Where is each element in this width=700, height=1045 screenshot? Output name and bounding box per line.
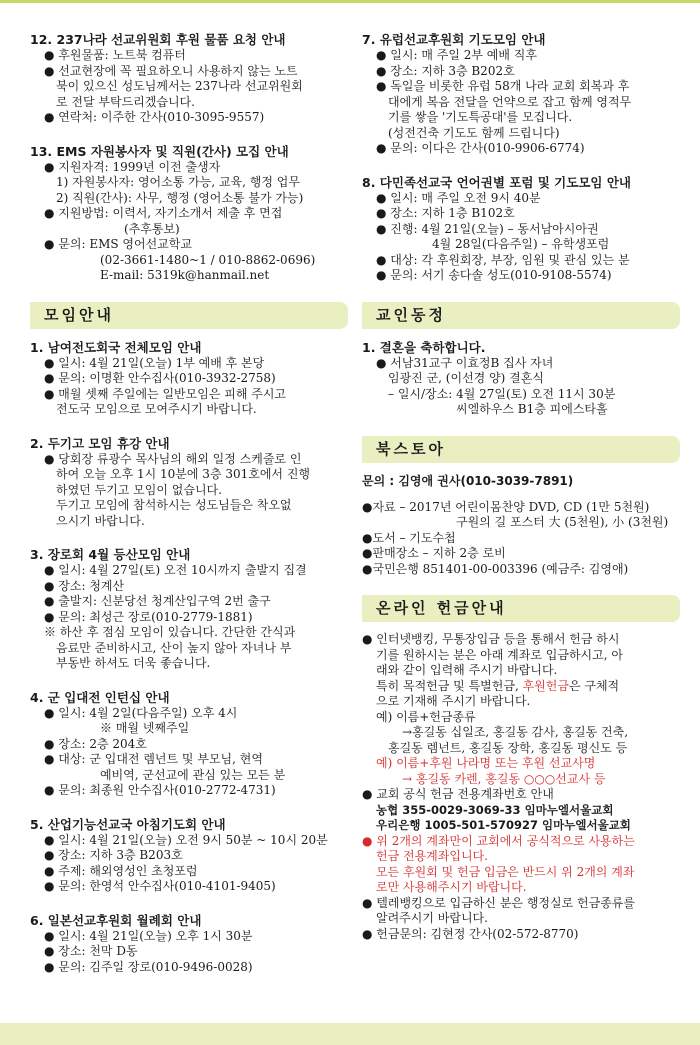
notice-line: ● 위 2개의 계좌만이 교회에서 공식적으로 사용하는 (362, 833, 635, 848)
notice-line: ● 후원물품: 노트북 컴퓨터 (44, 48, 186, 62)
notice-line: ● 텔레뱅킹으로 입금하신 분은 행정실로 헌금종류를 (362, 895, 635, 910)
notice-line: 기를 쌓을 '기도특공대'를 모집니다. (388, 110, 573, 124)
notice-line: 2) 직원(간사): 사무, 행정 (영어소통 불가 가능) (56, 190, 304, 205)
notice (30, 816, 348, 895)
notice-line: 전도국 모임으로 모여주시기 바랍니다. (56, 402, 257, 416)
notice-line: ● 문의: EMS 영어선교학교 (44, 237, 192, 251)
line-text: 은 구체적 (568, 678, 620, 693)
notice-line: 알려주시기 바랍니다. (376, 911, 488, 925)
notice-line: (추후통보) (124, 221, 180, 236)
notice-title: 8. 다민족선교국 언어권별 포럼 및 기도모임 안내 (362, 174, 631, 190)
bookstore-header: 북스토아 (362, 436, 680, 463)
gyoin-lines (362, 356, 680, 418)
notice-line: ● 일시: 매 주일 2부 예배 직후 (376, 48, 537, 62)
notice (362, 31, 680, 157)
notice (30, 435, 348, 530)
notice-line: ● 문의: 서기 송다솔 성도(010-9108-5574) (376, 268, 612, 282)
notice-line: ● 장소: 지하 1층 B102호 (376, 206, 515, 220)
right-top-notices (362, 31, 680, 284)
notice-line: ●자료 – 2017년 어린이몸찬양 DVD, CD (1만 5천원) (362, 499, 650, 514)
notice-line: 하여 오늘 오후 1시 10분에 3층 301호에서 진행 (56, 467, 311, 481)
notice-line: 씨엘하우스 B1층 피에스타홀 (456, 402, 608, 416)
left-column (30, 31, 348, 992)
notice (30, 31, 348, 126)
notice (362, 174, 680, 284)
notice-line: ● 문의: 이다은 간사(010-9906-6774) (376, 141, 585, 155)
notice-line: ● 장소: 청계산 (44, 578, 125, 593)
notice-title: 12. 237나라 선교위원회 후원 물품 요청 안내 (30, 32, 286, 47)
notice-line: ● 일시: 4월 21일(오늘) 1부 예배 후 본당 (44, 355, 265, 370)
notice-title: 3. 장로회 4월 등산모임 안내 (30, 547, 191, 562)
notice-line: ● 문의: 이명환 안수집사(010-3932-2758) (44, 371, 276, 385)
notice-line: 래와 같이 입력해 주시기 바랍니다. (376, 663, 558, 677)
notice-line: 4월 28일(다음주일) – 유학생포럼 (432, 237, 610, 251)
notice-line: ● 문의: 최종원 안수집사(010-2772-4731) (44, 783, 276, 797)
notice-line: ※ 매월 넷째주일 (100, 721, 190, 735)
notice-line: 으로 기재해 주시기 바랍니다. (376, 694, 531, 708)
notice-title: 1. 남여전도회국 전체모임 안내 (30, 339, 202, 355)
notice-line: ● 대상: 각 후원회장, 부장, 임원 및 관심 있는 분 (376, 252, 630, 267)
notice-line: ● 문의: 한영석 안수집사(010-4101-9405) (44, 879, 276, 893)
notice-line: 우리은행 1005-501-570927 임마누엘서울교회 (376, 818, 631, 832)
notice-line: ● 일시: 4월 27일(토) 오전 10시까지 출발지 집결 (44, 563, 307, 577)
gyoin-notice (362, 339, 680, 418)
notice-line: ● 연락처: 이주한 간사(010-3095-9557) (44, 110, 265, 124)
left-top-notices (30, 31, 348, 284)
notice-line: ● 장소: 2층 204호 (44, 736, 147, 751)
line-text: 특히 목적헌금 및 특별헌금, (376, 678, 523, 693)
notice-line: ● 인터넷뱅킹, 무통장입금 등을 통해서 헌금 하시 (362, 632, 620, 646)
notice-line: ● 일시: 매 주일 오전 9시 40분 (376, 190, 541, 205)
notice-line: 헌금 전용계좌입니다. (376, 849, 488, 863)
notice-line: 구원의 길 포스터 大 (5천원), 小 (3천원) (456, 515, 669, 529)
moim-header: 모임안내 (30, 302, 348, 329)
notice-line: ● 일시: 4월 21일(오늘) 오후 1시 30분 (44, 928, 253, 943)
highlight-text: 후원헌금 (522, 678, 569, 693)
notice-line: – 일시/장소: 4월 27일(토) 오전 11시 30분 (388, 386, 616, 401)
notice-line: ● 교회 공식 헌금 전용계좌번호 안내 (362, 787, 554, 801)
notice-line: ※ 하산 후 점심 모임이 있습니다. 간단한 간식과 (44, 625, 296, 639)
notice-line: ● 지원자격: 1999년 이전 출생자 (44, 159, 221, 174)
notice-line: 으시기 바랍니다. (56, 513, 145, 528)
notice-line: (02-3661-1480~1 / 010-8862-0696) (100, 252, 316, 267)
notice-line: ● 문의: 최성근 장로(010-2779-1881) (44, 609, 253, 624)
gyoin-header: 교인동정 (362, 302, 680, 329)
online-header: 온라인 헌금안내 (362, 595, 680, 622)
notice-line: ● 출발지: 신분당선 청계산입구역 2번 출구 (44, 594, 271, 608)
notice-line: 하였던 두기고 모임이 없습니다. (56, 482, 222, 497)
notice-line: ● 헌금문의: 김현정 간사(02-572-8770) (362, 926, 579, 941)
bottom-band (0, 1023, 700, 1045)
notice-title: 2. 두기고 모임 휴강 안내 (30, 435, 170, 451)
notice-line: ●도서 – 기도수첩 (362, 530, 456, 545)
notice-line: 임광진 군, (이선경 양) 결혼식 (388, 371, 544, 385)
notice-title: 13. EMS 자원봉사자 및 직원(간사) 모집 안내 (30, 143, 289, 159)
notice-line: ● 장소: 천막 D동 (44, 944, 138, 958)
notice-line: 로 전달 부탁드리겠습니다. (56, 94, 195, 109)
notice-line: 모든 후원회 및 헌금 입금은 반드시 위 2개의 계좌 (376, 864, 635, 879)
notice (30, 339, 348, 418)
notice-line: ●판매장소 – 지하 2층 로비 (362, 546, 506, 560)
notice-title: 4. 군 입대전 인턴십 안내 (30, 689, 170, 705)
notice-line: → 홍길동 카렌, 홍길동 ○○○선교사 등 (402, 771, 606, 786)
notice (30, 912, 348, 976)
notice-line: ● 매월 셋째 주일에는 일반모임은 피해 주시고 (44, 386, 287, 401)
right-column (362, 31, 680, 942)
notice (30, 546, 348, 672)
notice-line: 홍길동 렘넌트, 홍길동 장학, 홍길동 평신도 등 (388, 740, 628, 755)
gyoin-title: 1. 결혼을 축하합니다. (362, 339, 486, 355)
notice-line: 예) 이름+후원 나라명 또는 후원 선교사명 (376, 756, 596, 770)
notice-line: ● 장소: 지하 3층 B203호 (44, 848, 183, 862)
notice-line: ●국민은행 851401-00-003396 (예금주: 김영애) (362, 561, 629, 576)
notice-line: 예) 이름+헌금종류 (376, 709, 476, 724)
notice-line: ● 서남31교구 이효정B 집사 자녀 (376, 355, 554, 370)
notice-line: 로만 사용해주시기 바랍니다. (376, 880, 527, 894)
notice-line: 음료만 준비하시고, 산이 높지 않아 자녀나 부 (56, 640, 292, 655)
notice-line: ● 대상: 군 입대전 렘넌트 및 부모님, 현역 (44, 752, 263, 766)
notice-line (362, 679, 680, 695)
notice-line: ● 지원방법: 이력서, 자기소개서 제출 후 면접 (44, 206, 283, 220)
notice-line: →홍길동 십일조, 홍길동 감사, 홍길동 건축, (402, 725, 629, 739)
notice-line: ● 주제: 해외영성인 초청포럼 (44, 863, 198, 878)
notice-line: 예비역, 군선교에 관심 있는 모든 분 (100, 767, 286, 782)
notice-line: 두기고 모임에 참석하시는 성도님들은 착오없 (56, 498, 292, 512)
notice-line: E-mail: 5319k@hanmail.net (100, 268, 270, 282)
bookstore-lines (362, 500, 680, 578)
notice-line: ● 일시: 4월 21일(오늘) 오전 9시 50분 ~ 10시 20분 (44, 832, 328, 847)
notice-line: ● 독일을 비롯한 유럽 58개 나라 교회 회복과 후 (376, 79, 630, 93)
notice (30, 143, 348, 284)
notice-line: (성전건축 기도도 함께 드립니다) (388, 125, 560, 140)
notice-title: 6. 일본선교후원회 월례회 안내 (30, 912, 202, 928)
notice-line: ● 일시: 4월 2일(다음주일) 오후 4시 (44, 705, 238, 720)
notice-line: 농협 355-0029-3069-33 임마누엘서울교회 (376, 802, 614, 817)
notice-line: ● 진행: 4월 21일(오늘) – 동서남아시아권 (376, 221, 599, 236)
moim-notices (30, 339, 348, 976)
notice-line: 대에게 복음 전달을 언약으로 잡고 함께 영적무 (388, 94, 632, 109)
notice-line: 기를 원하시는 분은 아래 계좌로 입금하시고, 아 (376, 647, 623, 662)
notice-line: 1) 자원봉사자: 영어소통 가능, 교육, 행정 업무 (56, 175, 300, 189)
notice-line: ● 선교현장에 꼭 필요하오니 사용하지 않는 노트 (44, 63, 298, 78)
notice (30, 689, 348, 799)
notice-line: ● 당회장 류광수 목사님의 해외 일정 스케줄로 인 (44, 451, 302, 466)
notice-title: 5. 산업기능선교국 아침기도회 안내 (30, 816, 226, 832)
bookstore-contact: 문의 : 김영애 권사(010-3039-7891) (362, 473, 574, 488)
online-lines (362, 632, 680, 942)
notice-line: ● 문의: 김주일 장로(010-9496-0028) (44, 959, 253, 974)
notice-title: 7. 유럽선교후원회 기도모임 안내 (362, 32, 546, 47)
notice-line: 부동반 하셔도 더욱 좋습니다. (56, 656, 211, 670)
notice-line: 북이 있으신 성도님께서는 237나라 선교위원회 (56, 79, 303, 93)
notice-line: ● 장소: 지하 3층 B202호 (376, 63, 515, 78)
